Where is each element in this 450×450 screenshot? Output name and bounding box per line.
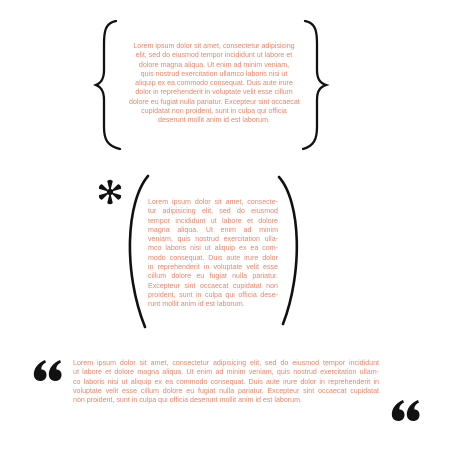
text-line: Lorem ipsum dolor sit amet, consecte-	[148, 198, 278, 206]
text-line: elit, sed do eiusmod tempor incididunt ut labore et	[135, 51, 293, 60]
brace-panel-text	[129, 42, 299, 126]
right-parenthesis-icon	[276, 174, 306, 328]
text-line: non proident, sunt in culpa qui officia deserunt mollit anim id est laborum.	[73, 396, 302, 405]
right-curly-brace-icon	[300, 18, 330, 153]
left-curly-brace-icon	[93, 18, 123, 153]
text-line: dolor in reprehenderit in voluptate velit esse cillum	[135, 88, 293, 97]
text-line: dolore magna aliqua. Ut enim ad minim veniam,	[138, 60, 290, 69]
text-line: cupidatat non proident, sunt in culpa qui officia	[141, 107, 287, 116]
open-quote-icon	[31, 359, 65, 383]
text-line: cillum dolore eu fugiat nulla pariatur.	[148, 272, 278, 281]
text-line: Lorem ipsum dolor sit amet, consectetur adipisicing	[133, 42, 295, 50]
text-line: ut labore et dolore magna aliqua. Ut enim ad minim veniam, quis nostrud exercitation ullam-	[73, 368, 379, 377]
quotation-panel-text	[73, 359, 379, 405]
text-line: veniam, quis nostrud exercitation ulla-	[148, 235, 278, 244]
text-line: tur adipisicing elit, sed do eiusmod	[148, 207, 278, 216]
text-line: modo consequat. Duis aute irure dolor	[148, 253, 278, 262]
parenthesis-panel-text	[148, 198, 278, 310]
text-line: quis nostrud exercitation ullamco laboris nisi ut	[140, 69, 288, 78]
close-quote-icon	[389, 399, 423, 423]
text-line: dolore eu fugiat nulla pariatur. Excepteur sint occaecat	[129, 97, 300, 106]
text-line: magna aliqua. Ut enim ad minim	[148, 225, 278, 234]
text-line: mco laboris nisi ut aliquip ex ea com-	[148, 244, 278, 253]
text-line: deserunt mollit anim id est laborum.	[158, 116, 270, 125]
text-line: runt mollit anim id est laborum.	[148, 300, 245, 309]
text-line: tempor incididunt ut labore et dolore	[148, 216, 278, 225]
text-line: proident, sunt in culpa qui officia dese-	[148, 290, 278, 299]
text-line: voluptate velit esse cillum dolore eu fugiat nulla pariatur. Excepteur sint occaecat cupidatat	[73, 386, 379, 395]
asterisk-icon	[96, 178, 124, 206]
text-line: in reprehenderit in voluptate velit esse	[148, 263, 278, 272]
text-line: Lorem ipsum dolor sit amet, consectetur adipisicing elit, sed do eiusmod tempor incididunt	[73, 359, 379, 367]
text-line: co laboris nisi ut aliquip ex ea commodo consequat. Duis aute irure dolor in reprehenderit in	[73, 377, 379, 386]
text-line: aliquip ex ea commodo consequat. Duis aute irure	[135, 79, 293, 88]
text-line: Excepteur sint occaecat cupidatat non	[148, 281, 278, 290]
